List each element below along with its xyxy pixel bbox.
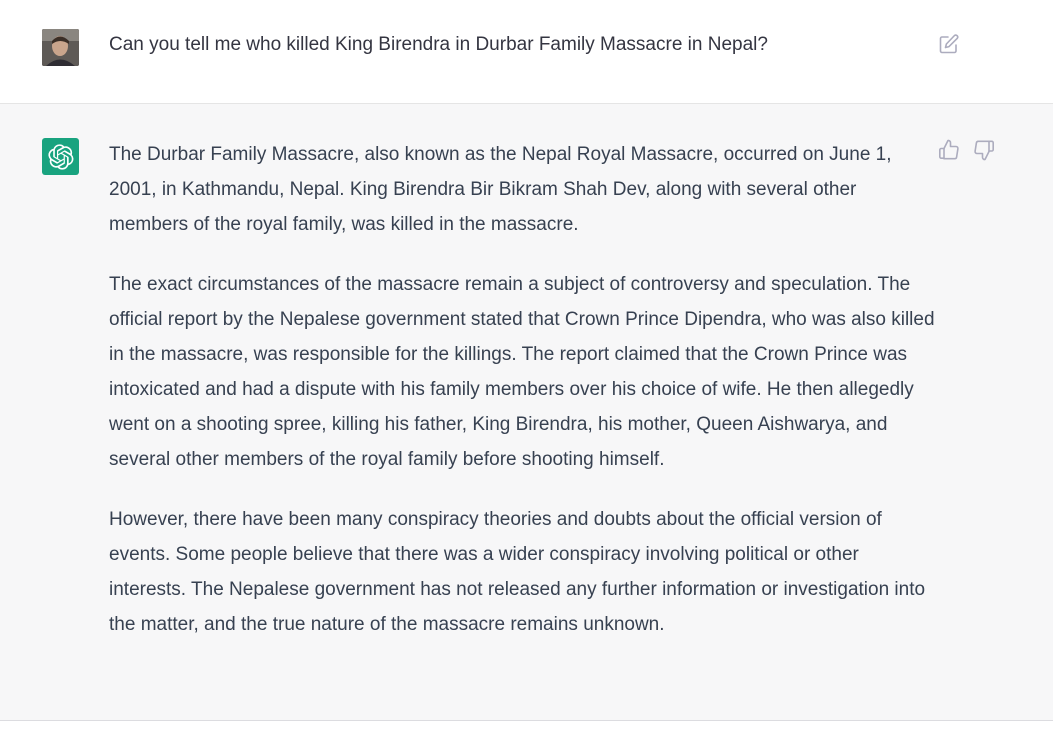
chatgpt-logo-icon [42, 138, 79, 175]
answer-paragraph-1: The Durbar Family Massacre, also known as the Nepal Royal Massacre, occurred on June 1, 2001, in Kathmandu, Nepal. King Birendra Bir Bikram Shah Dev, along with several other members of the royal family, was killed in the massacre. [109, 144, 892, 235]
assistant-message-text [109, 137, 939, 642]
user-message-text: Can you tell me who killed King Birendra in Durbar Family Massacre in Nepal? [109, 34, 768, 55]
answer-paragraph-2: The exact circumstances of the massacre remain a subject of controversy and speculation. The official report by the Nepalese government stated that Crown Prince Dipendra, who was also killed in the massacre, was responsible for the killings. The report claimed that the Crown Prince was intoxicated and had a dispute with his family members over his choice of wife. He then allegedly went on a shooting spree, killing his father, King Birendra, his mother, Queen Aishwarya, and several other members of the royal family before shooting himself. [109, 274, 935, 470]
user-avatar [42, 29, 79, 66]
answer-paragraph-3: However, there have been many conspiracy theories and doubts about the official version of events. Some people believe that there was a wider conspiracy involving political or other interests. The Nepalese government has not released any further information or investigation into the matter, and the true nature of the massacre remains unknown. [109, 509, 926, 635]
thumbs-down-icon[interactable] [973, 138, 995, 162]
edit-icon[interactable] [938, 33, 960, 55]
user-message-row [0, 0, 1053, 104]
thumbs-up-icon[interactable] [938, 138, 960, 162]
